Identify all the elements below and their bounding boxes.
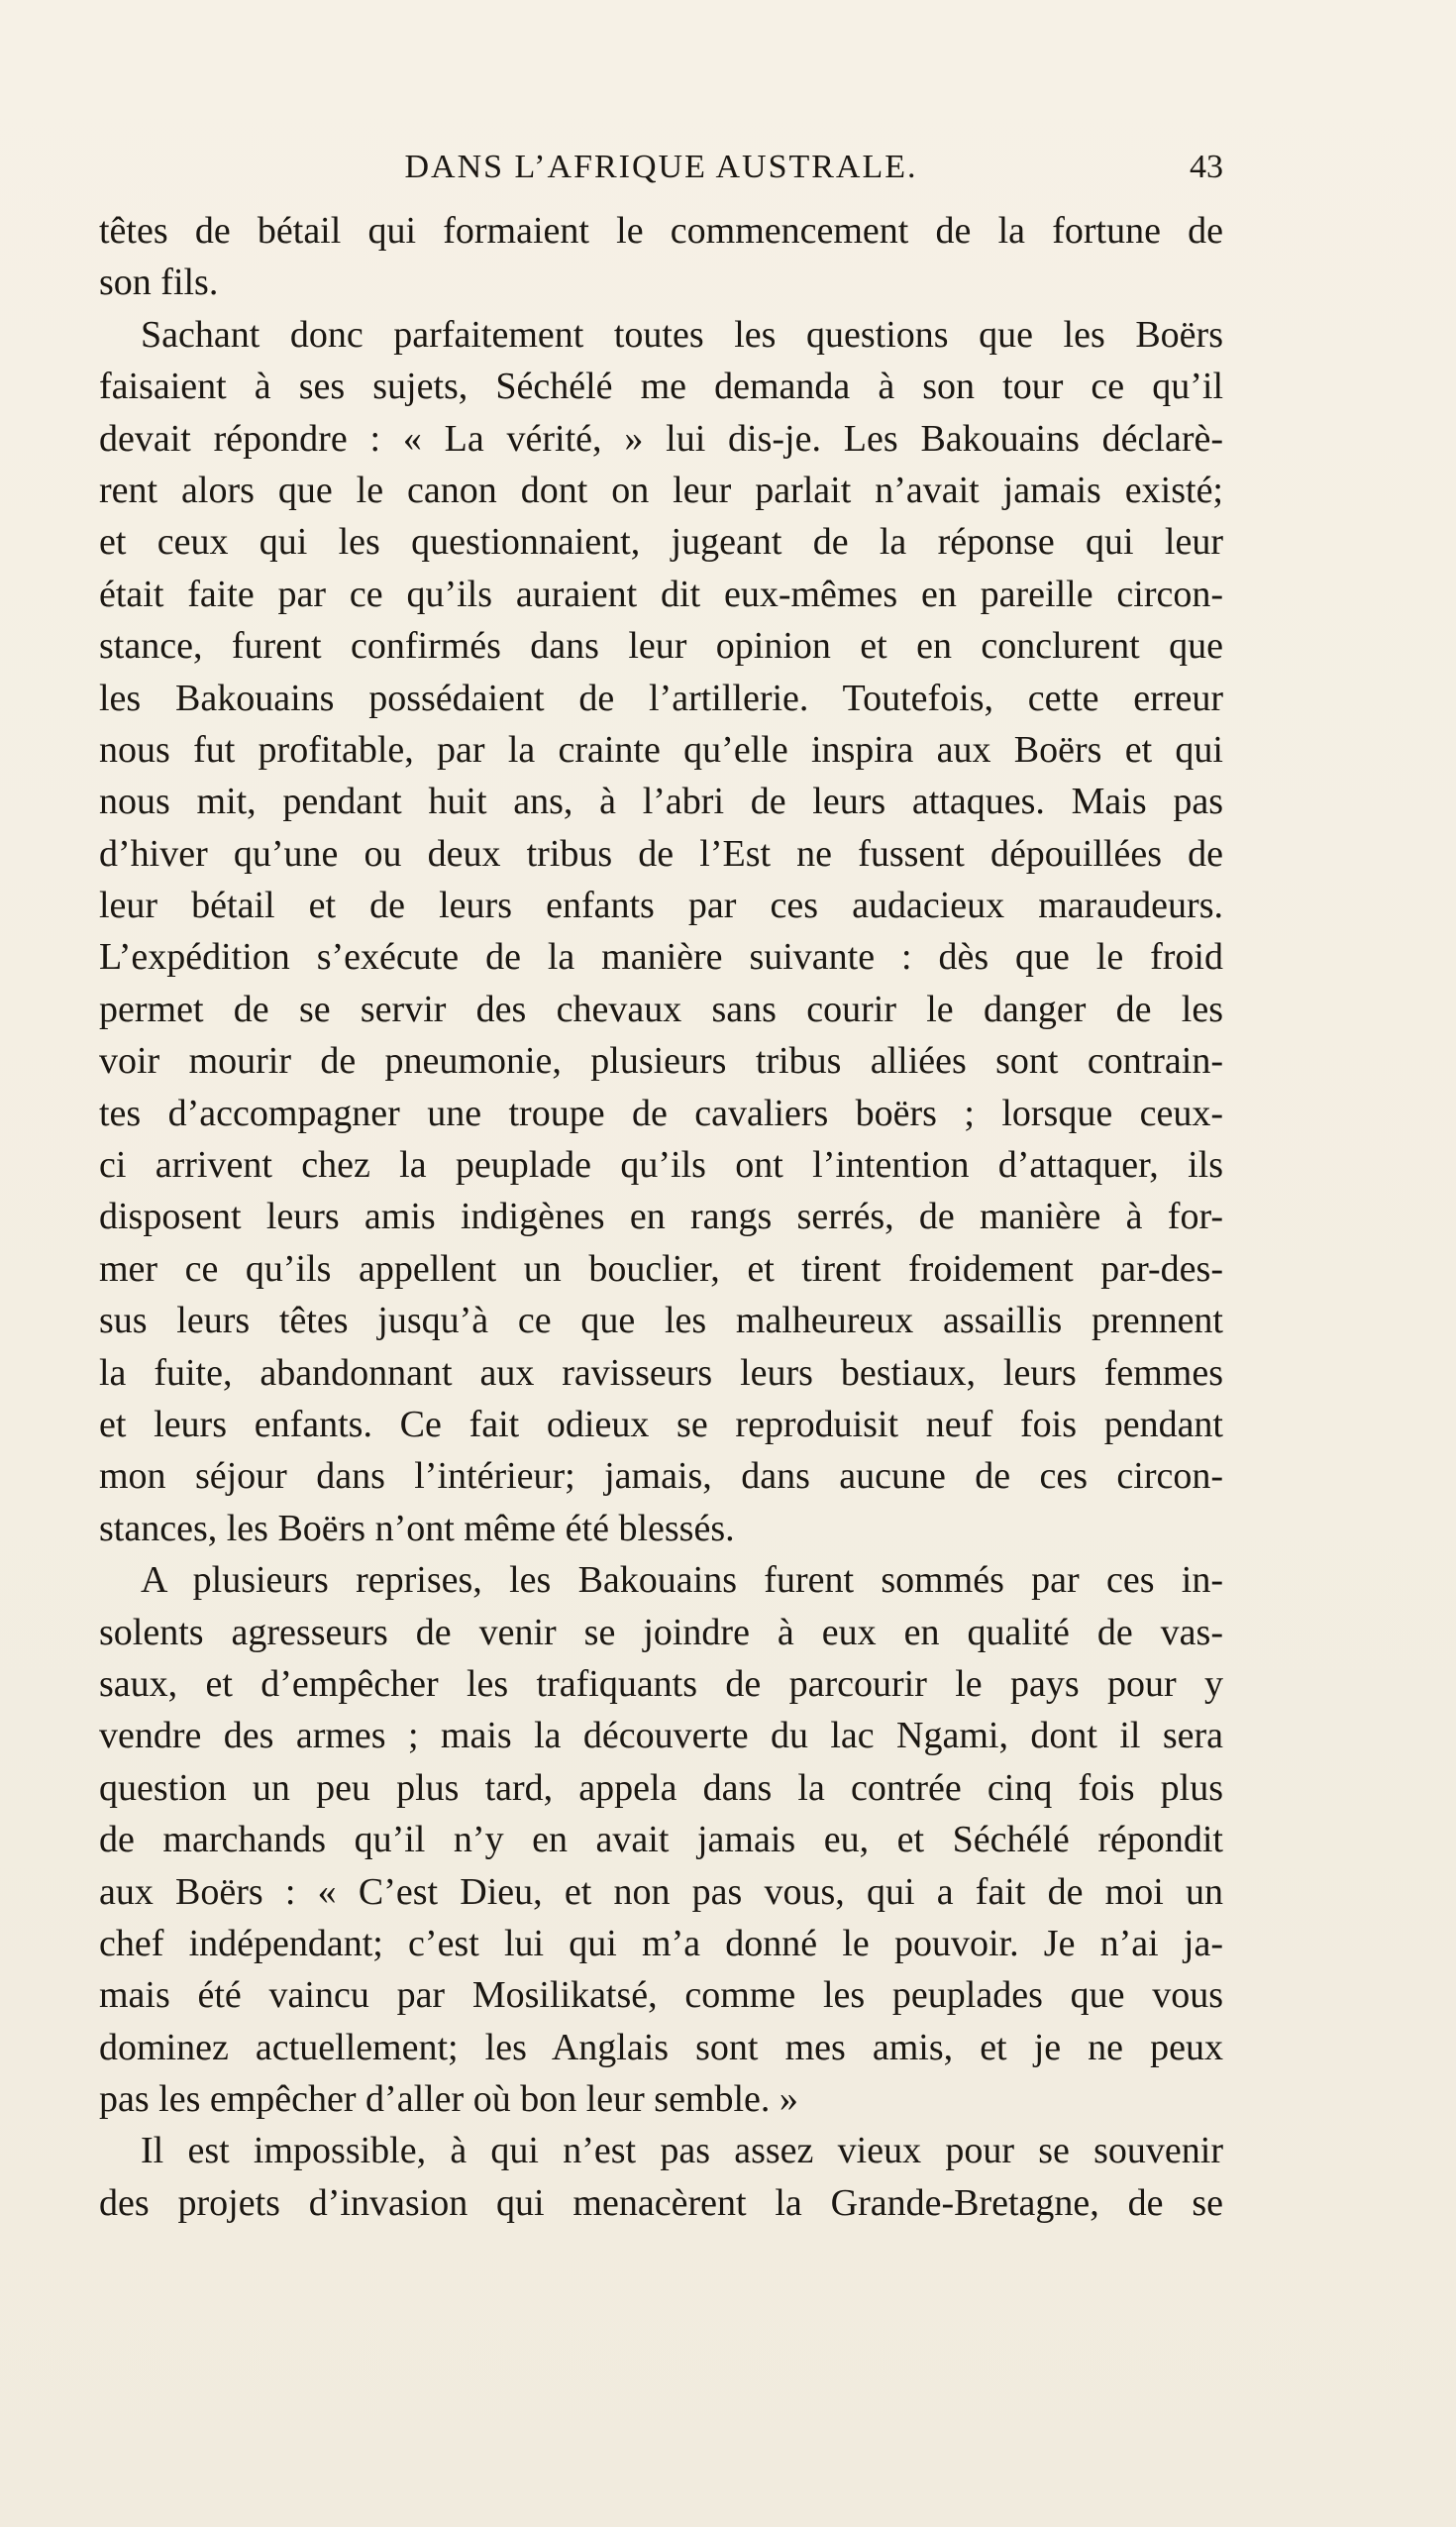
text-line: leur bétail et de leurs enfants par ces audacieux maraudeurs. (99, 885, 1223, 927)
text-line: têtes de bétail qui formaient le commencement de la fortune de (99, 210, 1223, 252)
text-line: L’expédition s’exécute de la manière suivante : dès que le froid (99, 936, 1223, 979)
text-line: la fuite, abandonnant aux ravisseurs leurs bestiaux, leurs femmes (99, 1351, 1223, 1394)
running-head (99, 149, 1223, 198)
text-line: faisaient à ses sujets, Séchélé me demanda à son tour ce qu’il (99, 366, 1223, 408)
text-line: sus leurs têtes jusqu’à ce que les malheureux assaillis prennent (99, 1300, 1223, 1342)
text-line: pas les empêcher d’aller où bon leur semble. » (99, 2078, 798, 2121)
text-line: vendre des armes ; mais la découverte du lac Ngami, dont il sera (99, 1715, 1223, 1757)
text-line: question un peu plus tard, appela dans la contrée cinq fois plus (99, 1766, 1223, 1809)
text-line: Sachant donc parfaitement toutes les questions que les Boërs (141, 313, 1223, 356)
text-line: était faite par ce qu’ils auraient dit eux-mêmes en pareille circon- (99, 573, 1223, 615)
text-line: permet de se servir des chevaux sans courir le danger de les (99, 988, 1223, 1030)
text-line: nous fut profitable, par la crainte qu’elle inspira aux Boërs et qui (99, 728, 1223, 771)
text-line: d’hiver qu’une ou deux tribus de l’Est ne fussent dépouillées de (99, 832, 1223, 875)
running-title: DANS L’AFRIQUE AUSTRALE. (404, 149, 918, 185)
text-line: solents agresseurs de venir se joindre à eux en qualité de vas- (99, 1611, 1223, 1653)
body-text (99, 205, 1223, 2229)
text-line: chef indépendant; c’est lui qui m’a donné le pouvoir. Je n’ai ja- (99, 1922, 1223, 1964)
text-line: voir mourir de pneumonie, plusieurs tribus alliées sont contrain- (99, 1040, 1223, 1083)
text-line: mon séjour dans l’intérieur; jamais, dans aucune de ces circon- (99, 1455, 1223, 1498)
text-line: saux, et d’empêcher les trafiquants de parcourir le pays pour y (99, 1662, 1223, 1705)
text-line: stance, furent confirmés dans leur opinion et en conclurent que (99, 625, 1223, 668)
text-line: devait répondre : « La vérité, » lui dis-je. Les Bakouains déclarè- (99, 417, 1223, 460)
text-line: nous mit, pendant huit ans, à l’abri de leurs attaques. Mais pas (99, 781, 1223, 823)
text-line: stances, les Boërs n’ont même été blessés. (99, 1507, 735, 1549)
text-line: dominez actuellement; les Anglais sont mes amis, et je ne peux (99, 2026, 1223, 2068)
text-line: et ceux qui les questionnaient, jugeant de la réponse qui leur (99, 521, 1223, 564)
page-number: 43 (1190, 149, 1223, 185)
text-line: A plusieurs reprises, les Bakouains furent sommés par ces in- (141, 1559, 1223, 1602)
text-line: tes d’accompagner une troupe de cavaliers boërs ; lorsque ceux- (99, 1092, 1223, 1134)
text-line: et leurs enfants. Ce fait odieux se reproduisit neuf fois pendant (99, 1403, 1223, 1445)
text-line: mer ce qu’ils appellent un bouclier, et tirent froidement par-des- (99, 1247, 1223, 1290)
text-line: Il est impossible, à qui n’est pas assez vieux pour se souvenir (141, 2130, 1223, 2172)
text-line: ci arrivent chez la peuplade qu’ils ont l’intention d’attaquer, ils (99, 1144, 1223, 1187)
text-line: rent alors que le canon dont on leur parlait n’avait jamais existé; (99, 469, 1223, 511)
text-line: aux Boërs : « C’est Dieu, et non pas vous, qui a fait de moi un (99, 1870, 1223, 1913)
text-line: son fils. (99, 262, 219, 304)
text-line: de marchands qu’il n’y en avait jamais eu, et Séchélé répondit (99, 1819, 1223, 1861)
text-line: mais été vaincu par Mosilikatsé, comme les peuplades que vous (99, 1974, 1223, 2017)
text-line: disposent leurs amis indigènes en rangs serrés, de manière à for- (99, 1196, 1223, 1238)
text-line: les Bakouains possédaient de l’artillerie. Toutefois, cette erreur (99, 677, 1223, 719)
text-line: des projets d’invasion qui menacèrent la Grande-Bretagne, de se (99, 2181, 1223, 2224)
